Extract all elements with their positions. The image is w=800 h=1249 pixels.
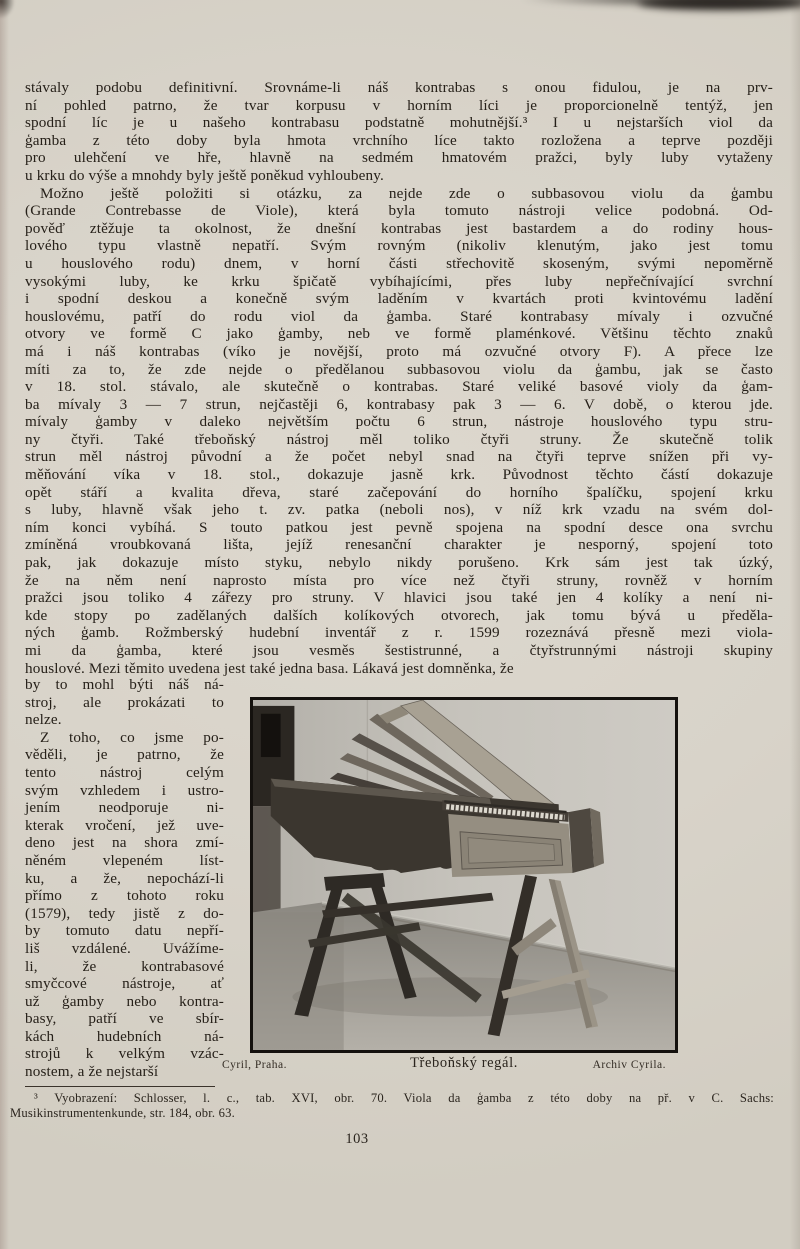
text-line: houslové. Mezi těmito uvedena jest také jedna basa. Lákavá jest domněnka, že xyxy=(25,659,514,677)
text-line: ní pohled patrno, že tvar korpusu v horním líci je proporcionelně tentýž, jen xyxy=(25,96,773,114)
text-line: (Grande Contrebasse de Viole), která byla tomuto nástroji velice podobná. Od- xyxy=(25,202,773,220)
text-line: by tomuto datu nepří- xyxy=(25,922,224,940)
text-line: (1579), tedy jistě z do- xyxy=(25,904,224,922)
figure-photo-frame xyxy=(250,697,678,1053)
text-line: stávaly podobu definitivní. Srovnáme-li náš kontrabas s onou fidulou, je na prv- xyxy=(25,79,773,96)
text-line: pověď ztěžuje ta okolnost, že dnešní kontrabas jest bastardem a do rodiny hous- xyxy=(25,219,773,237)
text-line: míti za to, že zde nejde o předělanou subbasovou violu da ģambu, jak se často xyxy=(25,360,773,378)
text-line: basy, patří ve sbír- xyxy=(25,1010,224,1028)
text-line: měňování víka v 18. stol., dokazuje jasně krk. Původnost těchto částí dokazuje xyxy=(25,466,773,484)
text-line: by to mohl býti náš ná- xyxy=(25,676,224,693)
text-line: ku, a že, nepochází-li xyxy=(25,869,224,887)
text-line: stroj, ale prokázati to xyxy=(25,693,224,711)
text-line: zmíněná vroubkovaná lišta, jejíž renesanční charakter je nesporný, spojení toto xyxy=(25,536,773,554)
footnote-line: ³ Vyobrazení: Schlosser, l. c., tab. XVI, obr. 70. Viola da ģamba z této doby na př. v C. Sachs: xyxy=(34,1091,774,1105)
text-line: s luby, hlavně však jeho t. zv. patka (neboli nos), v níž krk vzadu na svém dol- xyxy=(25,501,773,519)
text-line: deno jest na shora zmí- xyxy=(25,834,224,852)
text-line: smyčcové nástroje, ať xyxy=(25,975,224,993)
caption-archive: Archiv Cyrila. xyxy=(592,1059,666,1071)
text-line: otvory ve formě C jako ģamby, neb ve formě plaménkové. Většinu těchto znaků xyxy=(25,325,773,343)
text-line: přímo z tohoto roku xyxy=(25,887,224,905)
footnote-line: Musikinstrumentenkunde, str. 184, obr. 63. xyxy=(10,1105,235,1120)
caption-photographer: Cyril, Praha. xyxy=(222,1059,287,1071)
instrument-photo xyxy=(253,700,675,1050)
text-line: liš vzdálené. Uvážíme- xyxy=(25,939,224,957)
text-line: tento nástroj celým xyxy=(25,763,224,781)
footnote-rule xyxy=(25,1086,215,1087)
text-line: už ģamby nebo kontra- xyxy=(25,992,224,1010)
text-line: v 18. stol. stávalo, ale skutečně o kontrabas. Staré veliké basové violy da ģam- xyxy=(25,378,773,396)
text-line: pak, jak dokazuje místo styku, nebylo nikdy porušeno. Krk sám jest tak úzký, xyxy=(25,554,773,572)
page-number: 103 xyxy=(345,1131,369,1147)
text-line: houslovému, patří do rodu viol da ģamba. Staré kontrabasy mívaly i ozvučné xyxy=(25,307,773,325)
text-line: svým vzhledem i ustro- xyxy=(25,781,224,799)
text-line: nostem, a že nejstarší xyxy=(25,1063,159,1081)
caption-title: Třeboňský regál. xyxy=(410,1055,518,1071)
text-line: ním konci vybíhá. S touto patkou jest pevně spojena na spodní desce ona svrchu xyxy=(25,518,773,536)
text-line: strojů k velkým vzác- xyxy=(25,1045,224,1063)
text-line: Z toho, co jsme po- xyxy=(40,728,224,746)
text-line: má i náš kontrabas (víko je novější, proto má ozvučné otvory F). A přece lze xyxy=(25,342,773,360)
text-line: u houslového rodu) dnem, v horní části střechovitě skoseným, svými nepoměrně xyxy=(25,254,773,272)
text-line: něném vlepeném líst- xyxy=(25,851,224,869)
text-line: Možno ještě položiti si otázku, za nejde zde o subbasovou violu da ģambu xyxy=(40,184,773,202)
scan-edge-left xyxy=(0,0,9,1249)
side-column-text-block xyxy=(25,676,224,1081)
text-line: pro ulehčení ve hře, hlavně na sedmém hmatovém pražci, byly luby vytaženy xyxy=(25,149,773,167)
text-line: kách hudebních ná- xyxy=(25,1027,224,1045)
text-line: spodní líc je u našeho kontrabasu podstatně mohutnější.³ I u nejstarších viol da xyxy=(25,114,773,132)
text-line: kde stopy po zadělaných dalších kolíkových otvorech, jak tomu bývá u předěla- xyxy=(25,606,773,624)
text-line: pražci jsou toliko 4 zářezy pro struny. V hlavici jsou také jen 4 kolíky a není ni- xyxy=(25,589,773,607)
text-line: jením neodporuje ni- xyxy=(25,799,224,817)
scan-edge-right xyxy=(790,0,800,1249)
text-line: mi da ģamba, které jsou vesměs šestistrunné, a čtyřstrunnými nástroji skupiny xyxy=(25,642,773,659)
text-line: nelze. xyxy=(25,711,62,729)
text-line: li, že kontrabasové xyxy=(25,957,224,975)
text-line: opět stáří a kvalita dřeva, staré začepování do horního špalíčku, spojení krku xyxy=(25,483,773,501)
text-line: lového typu vlastně nepatří. Svým rovným (nikoliv klenutým, jako jest tomu xyxy=(25,237,773,255)
text-line: kterak vročení, jež uve- xyxy=(25,816,224,834)
text-line: u krku do výše a mnohdy byly ještě poněkud vyhloubeny. xyxy=(25,166,384,184)
text-line: mívaly ģamby v daleko největším počtu 6 strun, nástroje houslového typu stru- xyxy=(25,413,773,431)
text-line: strun měl nástroj původní a že počet nebyl snad na čtyři teprve snížen při vy- xyxy=(25,448,773,466)
text-line: ģamba z této doby byla hmota vrchního líce takto rozložena a teprve později xyxy=(25,131,773,149)
text-line: že na něm není naprosto místa pro více než čtyři struny, rovněž v horním xyxy=(25,571,773,589)
text-line: vysokými luby, ke krku špičatě vybíhajícími, přes luby nepřečnívající svrchní xyxy=(25,272,773,290)
text-line: ny čtyři. Také třeboňský nástroj měl toliko čtyři struny. Že skutečně tolik xyxy=(25,430,773,448)
text-line: věděli, je patrno, že xyxy=(25,746,224,764)
text-line: ba mívaly 3 — 7 strun, nejčastěji 6, kontrabasy pak 3 — 6. V době, o kterou jde. xyxy=(25,395,773,413)
text-line: i spodní deskou a konečně svým laděním v kvartách proti kvintovému ladění xyxy=(25,290,773,308)
text-line: ných ģamb. Rožmberský hudební inventář z r. 1599 rozeznává přesně mezi viola- xyxy=(25,624,773,642)
footnote xyxy=(10,1091,774,1120)
main-text-block xyxy=(25,79,773,677)
